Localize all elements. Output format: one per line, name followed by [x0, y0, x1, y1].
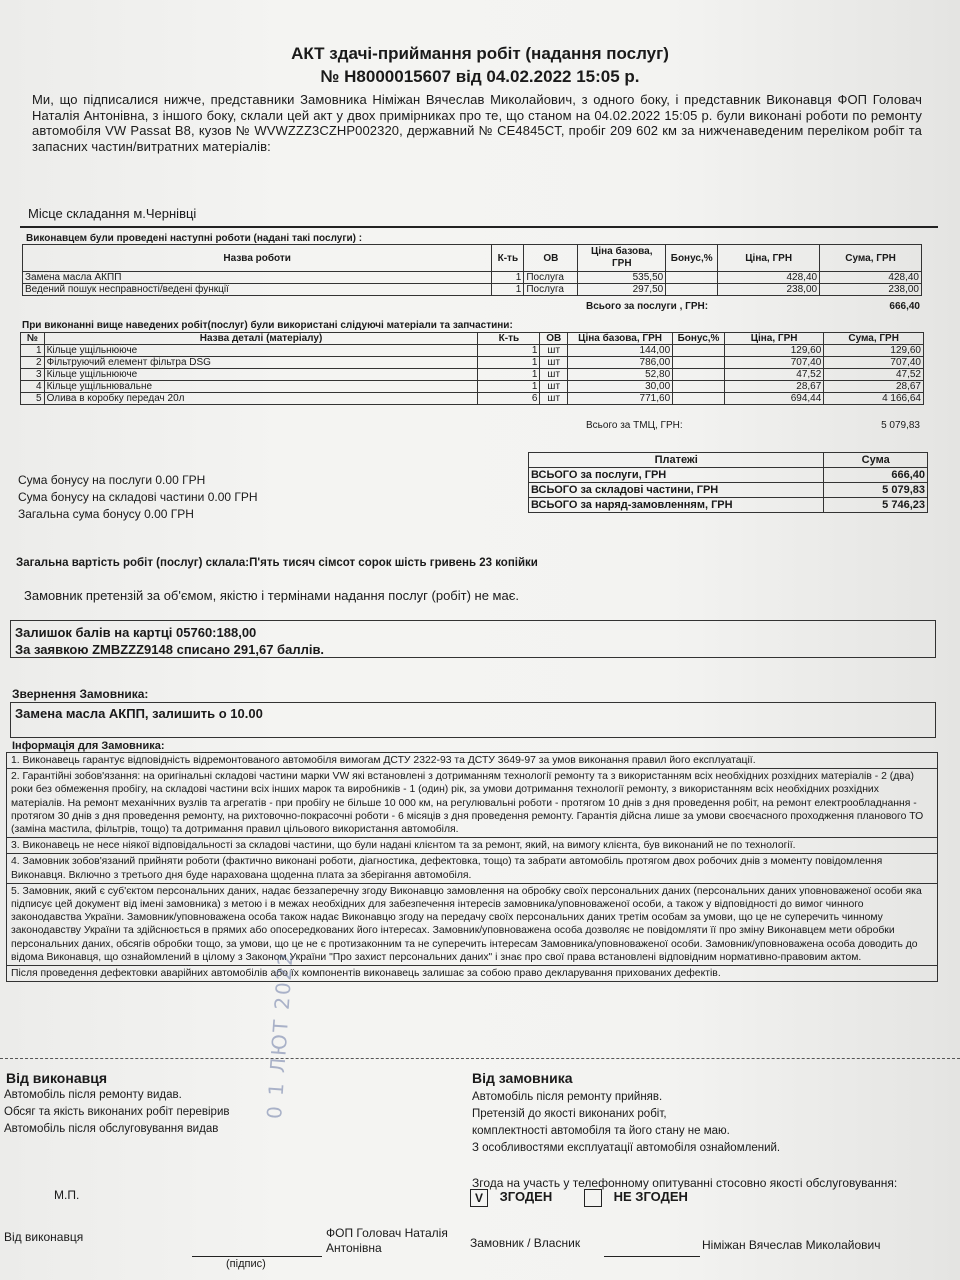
executor-title: Від виконавця — [6, 1070, 107, 1086]
table-row — [21, 381, 924, 393]
material-base-price: 52,80 — [568, 369, 673, 381]
points-box — [10, 620, 936, 658]
divider — [20, 226, 938, 228]
date-stamp: 0 1 ЛЮТ 2022 — [262, 950, 298, 1120]
survey-disagree-option[interactable] — [584, 1189, 688, 1207]
material-name: Фільтруючий елемент фільтра DSG — [44, 357, 478, 369]
works-col-bonus: Бонус,% — [666, 245, 718, 272]
info-label: Інформація для Замовника: — [12, 740, 165, 752]
material-base-price: 30,00 — [568, 381, 673, 393]
work-sum: 428,40 — [820, 272, 922, 284]
material-sum: 4 166,64 — [824, 393, 924, 405]
points-balance: Залишок балів на картці 05760:188,00 — [15, 625, 257, 640]
material-base-price: 771,60 — [568, 393, 673, 405]
survey-agree-option[interactable] — [470, 1189, 552, 1207]
customer-line: Претензій до якості виконаних робіт, — [472, 1108, 667, 1120]
material-sum: 129,60 — [824, 345, 924, 357]
info-item: 3. Виконавець не несе ніякої відповідальності за складові частини, що були надані клієнтом та за ремонт, який, на вимогу клієнта, був виконаний не по технології. — [6, 838, 938, 854]
work-sum: 238,00 — [820, 284, 922, 296]
material-index: 2 — [21, 357, 45, 369]
bonus-services: Сума бонусу на послуги 0.00 ГРН — [18, 473, 206, 487]
material-index: 4 — [21, 381, 45, 393]
material-index: 1 — [21, 345, 45, 357]
table-row — [21, 357, 924, 369]
materials-header-row — [21, 333, 924, 345]
customer-request-text: Замена масла АКПП, залишить о 10.00 — [15, 706, 263, 721]
material-price: 694,44 — [724, 393, 823, 405]
document-number: № Н8000015607 від 04.02.2022 15:05 р. — [320, 67, 640, 86]
material-unit: шт — [540, 381, 568, 393]
customer-request-box — [10, 702, 936, 738]
materials-col-price: Ціна, ГРН — [724, 333, 823, 345]
table-row — [529, 483, 928, 498]
works-section-title: Виконавцем були проведені наступні роботи (надані такі послуги) : — [26, 233, 363, 244]
works-col-qty: К-ть — [492, 245, 524, 272]
agree-label: ЗГОДЕН — [499, 1189, 553, 1205]
table-row — [21, 345, 924, 357]
disagree-label: НЕ ЗГОДЕН — [613, 1189, 688, 1205]
materials-total-label: Всього за ТМЦ, ГРН: — [586, 420, 683, 431]
payment-value: 5 079,83 — [824, 483, 928, 498]
no-claims-statement: Замовник претензій за об'ємом, якістю і термінами надання послуг (робіт) не має. — [24, 588, 519, 603]
executor-signature-line — [192, 1256, 322, 1257]
work-name: Замена масла АКПП — [23, 272, 492, 284]
work-unit: Послуга — [524, 284, 578, 296]
works-col-sum: Сума, ГРН — [820, 245, 922, 272]
customer-title: Від замовника — [472, 1070, 573, 1086]
material-bonus — [673, 381, 725, 393]
material-index: 5 — [21, 393, 45, 405]
material-name: Кільце ущільнююче — [44, 369, 478, 381]
agree-checkbox[interactable]: V — [470, 1189, 488, 1207]
work-price: 238,00 — [718, 284, 820, 296]
materials-col-unit: ОВ — [540, 333, 568, 345]
info-item: Після проведення дефектовки аварійних автомобілів або їх компонентів виконавець залишає за собою право декларування прихованих дефектів. — [6, 966, 938, 982]
work-qty: 1 — [492, 272, 524, 284]
material-sum: 707,40 — [824, 357, 924, 369]
customer-request-label: Звернення Замовника: — [12, 687, 149, 701]
materials-col-bonus: Бонус,% — [673, 333, 725, 345]
work-qty: 1 — [492, 284, 524, 296]
document-title: АКТ здачі-приймання робіт (надання послуг) — [291, 44, 669, 63]
material-unit: шт — [540, 357, 568, 369]
customer-statements — [472, 1089, 780, 1157]
info-item: 2. Гарантійні зобов'язання: на оригінальні складові частини марки VW які встановлені з дотриманням технології ремонту та з використанням всіх необхідних розхідних матеріалів - 2 (два) роки без обмеження пробігу, на складові частини всіх інших марок та виробників - 1 (один) рік, за умови дотримання технології ремонту, з використанням всіх необхідних розхідних матеріалів. На ремонт механічних вузлів та агрегатів - при пробігу не більше 10 000 км, на регулювальні роботи - протягом 10 днів з дня проведення робіт, на ремонт електрообладнання - протягом 30 днів з дня проведення ремонту, на рихтовочно-покрасочні роботи - 6 місяців з дня проведення ремонту. Гарантія дійсна лише за умови своєчасного проходження планового ТО (заміна мастила, фільтрів, тощо) та дотримання правил цільового використання автомобіля. — [6, 769, 938, 838]
points-written-off: За заявкою ZMBZZZ9148 списано 291,67 баллів. — [15, 642, 325, 657]
material-bonus — [673, 393, 725, 405]
payment-value: 5 746,23 — [824, 498, 928, 513]
customer-sign-label: Замовник / Власник — [470, 1236, 581, 1250]
material-name: Кільце ущільнююче — [44, 345, 478, 357]
material-price: 707,40 — [724, 357, 823, 369]
material-base-price: 144,00 — [568, 345, 673, 357]
materials-col-index: № — [21, 333, 45, 345]
material-unit: шт — [540, 345, 568, 357]
material-qty: 6 — [478, 393, 540, 405]
customer-name: Німіжан Вячеслав Миколайович — [702, 1238, 881, 1252]
divider — [0, 1058, 960, 1059]
table-row — [529, 498, 928, 513]
work-bonus — [666, 284, 718, 296]
survey-question: Згода на участь у телефонному опитуванні стосовно якості обслуговування: — [472, 1176, 898, 1190]
info-item: 1. Виконавець гарантує відповідність відремонтованого автомобіля вимогам ДСТУ 2322-93 та ДСТУ 3649-97 за умов виконання правил його експлуатації. — [6, 753, 938, 769]
payment-label: ВСЬОГО за складові частини, ГРН — [529, 483, 824, 498]
work-name: Ведений пошук несправності/ведені функції — [23, 284, 492, 296]
work-base-price: 297,50 — [578, 284, 666, 296]
bonus-total: Загальна сума бонусу 0.00 ГРН — [18, 507, 194, 521]
materials-table — [20, 332, 924, 405]
works-col-unit: ОВ — [524, 245, 578, 272]
material-base-price: 786,00 — [568, 357, 673, 369]
materials-total-value: 5 079,83 — [881, 420, 920, 431]
material-unit: шт — [540, 393, 568, 405]
works-header-row — [23, 245, 922, 272]
material-index: 3 — [21, 369, 45, 381]
material-bonus — [673, 357, 725, 369]
executor-name: ФОП Головач Наталія Антонівна — [326, 1226, 448, 1255]
payments-table — [528, 452, 928, 513]
executor-line: Автомобіль після обслуговування видав — [4, 1123, 219, 1135]
info-block — [6, 752, 938, 982]
stamp-place-label: М.П. — [54, 1188, 80, 1202]
material-bonus — [673, 345, 725, 357]
info-item: 5. Замовник, який є суб'єктом персональних даних, надає беззаперечну згоду Виконавцю замовлення на обробку своїх персональних даних (персональних даних уповноваженої особи яка підписує цей документ від імені замовника) з метою і в межах необхідних для забезпечення інтересів замовника/уповноваженої особи, а також у відповідності до вимог чинного законодавства України. Замовник/уповноважена особа також надає Виконавцю згоду на передачу своїх персональних даних третім особам за умови, що це не суперечить чинному законодавству України та здійснюється в прямих або опосередкованих його інтересах. Замовник/уповноважена особа дозволяє не повідомляти її про зміну Виконавцем мети обробки персональних даних, обсягів обробки тощо, за умови, що це не є протизаконним та не суперечить інтересам Замовника/уповноваженої особи. Замовник/уповноважена особа доводить до відома Виконавця, що ознайомлений в цілому з Законом України "Про захист персональних даних" і знає про свої права встановлені відповідним нормативно-правовим актом. — [6, 884, 938, 966]
works-col-name: Назва роботи — [23, 245, 492, 272]
executor-line: Автомобіль після ремонту видав. — [4, 1089, 182, 1101]
customer-line: З особливостями експлуатації автомобіля ознайомлений. — [472, 1142, 781, 1154]
table-row — [23, 272, 922, 284]
work-unit: Послуга — [524, 272, 578, 284]
work-price: 428,40 — [718, 272, 820, 284]
work-base-price: 535,50 — [578, 272, 666, 284]
material-qty: 1 — [478, 345, 540, 357]
material-sum: 47,52 — [824, 369, 924, 381]
intro-paragraph: Ми, що підписалися нижче, представники Замовника Німіжан Вячеслав Миколайович, з одного боку, і представник Виконавця ФОП Головач Наталія Антонівна, з іншого боку, склали цей акт у двох примірниках про те, що станом на 04.02.2022 15:05 р. були виконані роботи по ремонту автомобіля VW Passat B8, кузов № WVWZZZ3CZHP002320, державний № CE4845CT, пробіг 209 602 км за нижченаведеним переліком робіт та запасних частин/витратних матеріалів: — [32, 92, 922, 154]
table-row — [23, 284, 922, 296]
works-total-label: Всього за послуги , ГРН: — [586, 301, 709, 312]
works-table — [22, 244, 922, 296]
materials-section-title: При виконанні вище наведених робіт(послуг) були використані слідуючі матеріали та запчастини: — [22, 320, 513, 331]
material-price: 47,52 — [724, 369, 823, 381]
payment-label: ВСЬОГО за послуги, ГРН — [529, 468, 824, 483]
bonus-parts: Сума бонусу на складові частини 0.00 ГРН — [18, 490, 258, 504]
customer-line: комплектності автомобіля та його стану не маю. — [472, 1125, 730, 1137]
executor-line: Обсяг та якість виконаних робіт перевірив — [4, 1106, 230, 1118]
materials-col-name: Назва деталі (матеріалу) — [44, 333, 478, 345]
materials-col-base-price: Ціна базова, ГРН — [568, 333, 673, 345]
disagree-checkbox[interactable] — [584, 1189, 602, 1207]
materials-col-qty: К-ть — [478, 333, 540, 345]
material-bonus — [673, 369, 725, 381]
executor-statements — [4, 1087, 229, 1138]
signature-hint: (підпис) — [226, 1258, 266, 1270]
works-col-price: Ціна, ГРН — [718, 245, 820, 272]
customer-line: Автомобіль після ремонту прийняв. — [472, 1091, 663, 1103]
material-unit: шт — [540, 369, 568, 381]
material-qty: 1 — [478, 381, 540, 393]
material-sum: 28,67 — [824, 381, 924, 393]
customer-signature-line — [604, 1256, 700, 1257]
info-item: 4. Замовник зобов'язаний прийняти роботи (фактично виконані роботи, діагностика, дефектовка, тощо) та забрати автомобіль протягом двох робочих днів з моменту повідомлення Виконавця. Включно з третього дня буде нарахована щоденна плата за зберігання автомобіля. — [6, 854, 938, 883]
table-row — [529, 468, 928, 483]
works-total-value: 666,40 — [889, 301, 920, 312]
material-qty: 1 — [478, 369, 540, 381]
place-of-issue: Місце складання м.Чернівці — [28, 206, 197, 221]
table-row — [21, 369, 924, 381]
payments-header-row — [529, 453, 928, 468]
payments-col-title: Платежі — [529, 453, 824, 468]
executor-sign-label: Від виконавця — [4, 1230, 84, 1244]
material-price: 129,60 — [724, 345, 823, 357]
payment-value: 666,40 — [824, 468, 928, 483]
works-col-base-price: Ціна базова, ГРН — [578, 245, 666, 272]
table-row — [21, 393, 924, 405]
material-qty: 1 — [478, 357, 540, 369]
material-price: 28,67 — [724, 381, 823, 393]
payment-label: ВСЬОГО за наряд-замовленням, ГРН — [529, 498, 824, 513]
work-bonus — [666, 272, 718, 284]
material-name: Кільце ущільнювальне — [44, 381, 478, 393]
material-name: Олива в коробку передач 20л — [44, 393, 478, 405]
total-in-words: Загальна вартість робіт (послуг) склала:П'ять тисяч сімсот сорок шість гривень 23 копійки — [16, 557, 538, 569]
payments-col-sum: Сума — [824, 453, 928, 468]
materials-col-sum: Сума, ГРН — [824, 333, 924, 345]
